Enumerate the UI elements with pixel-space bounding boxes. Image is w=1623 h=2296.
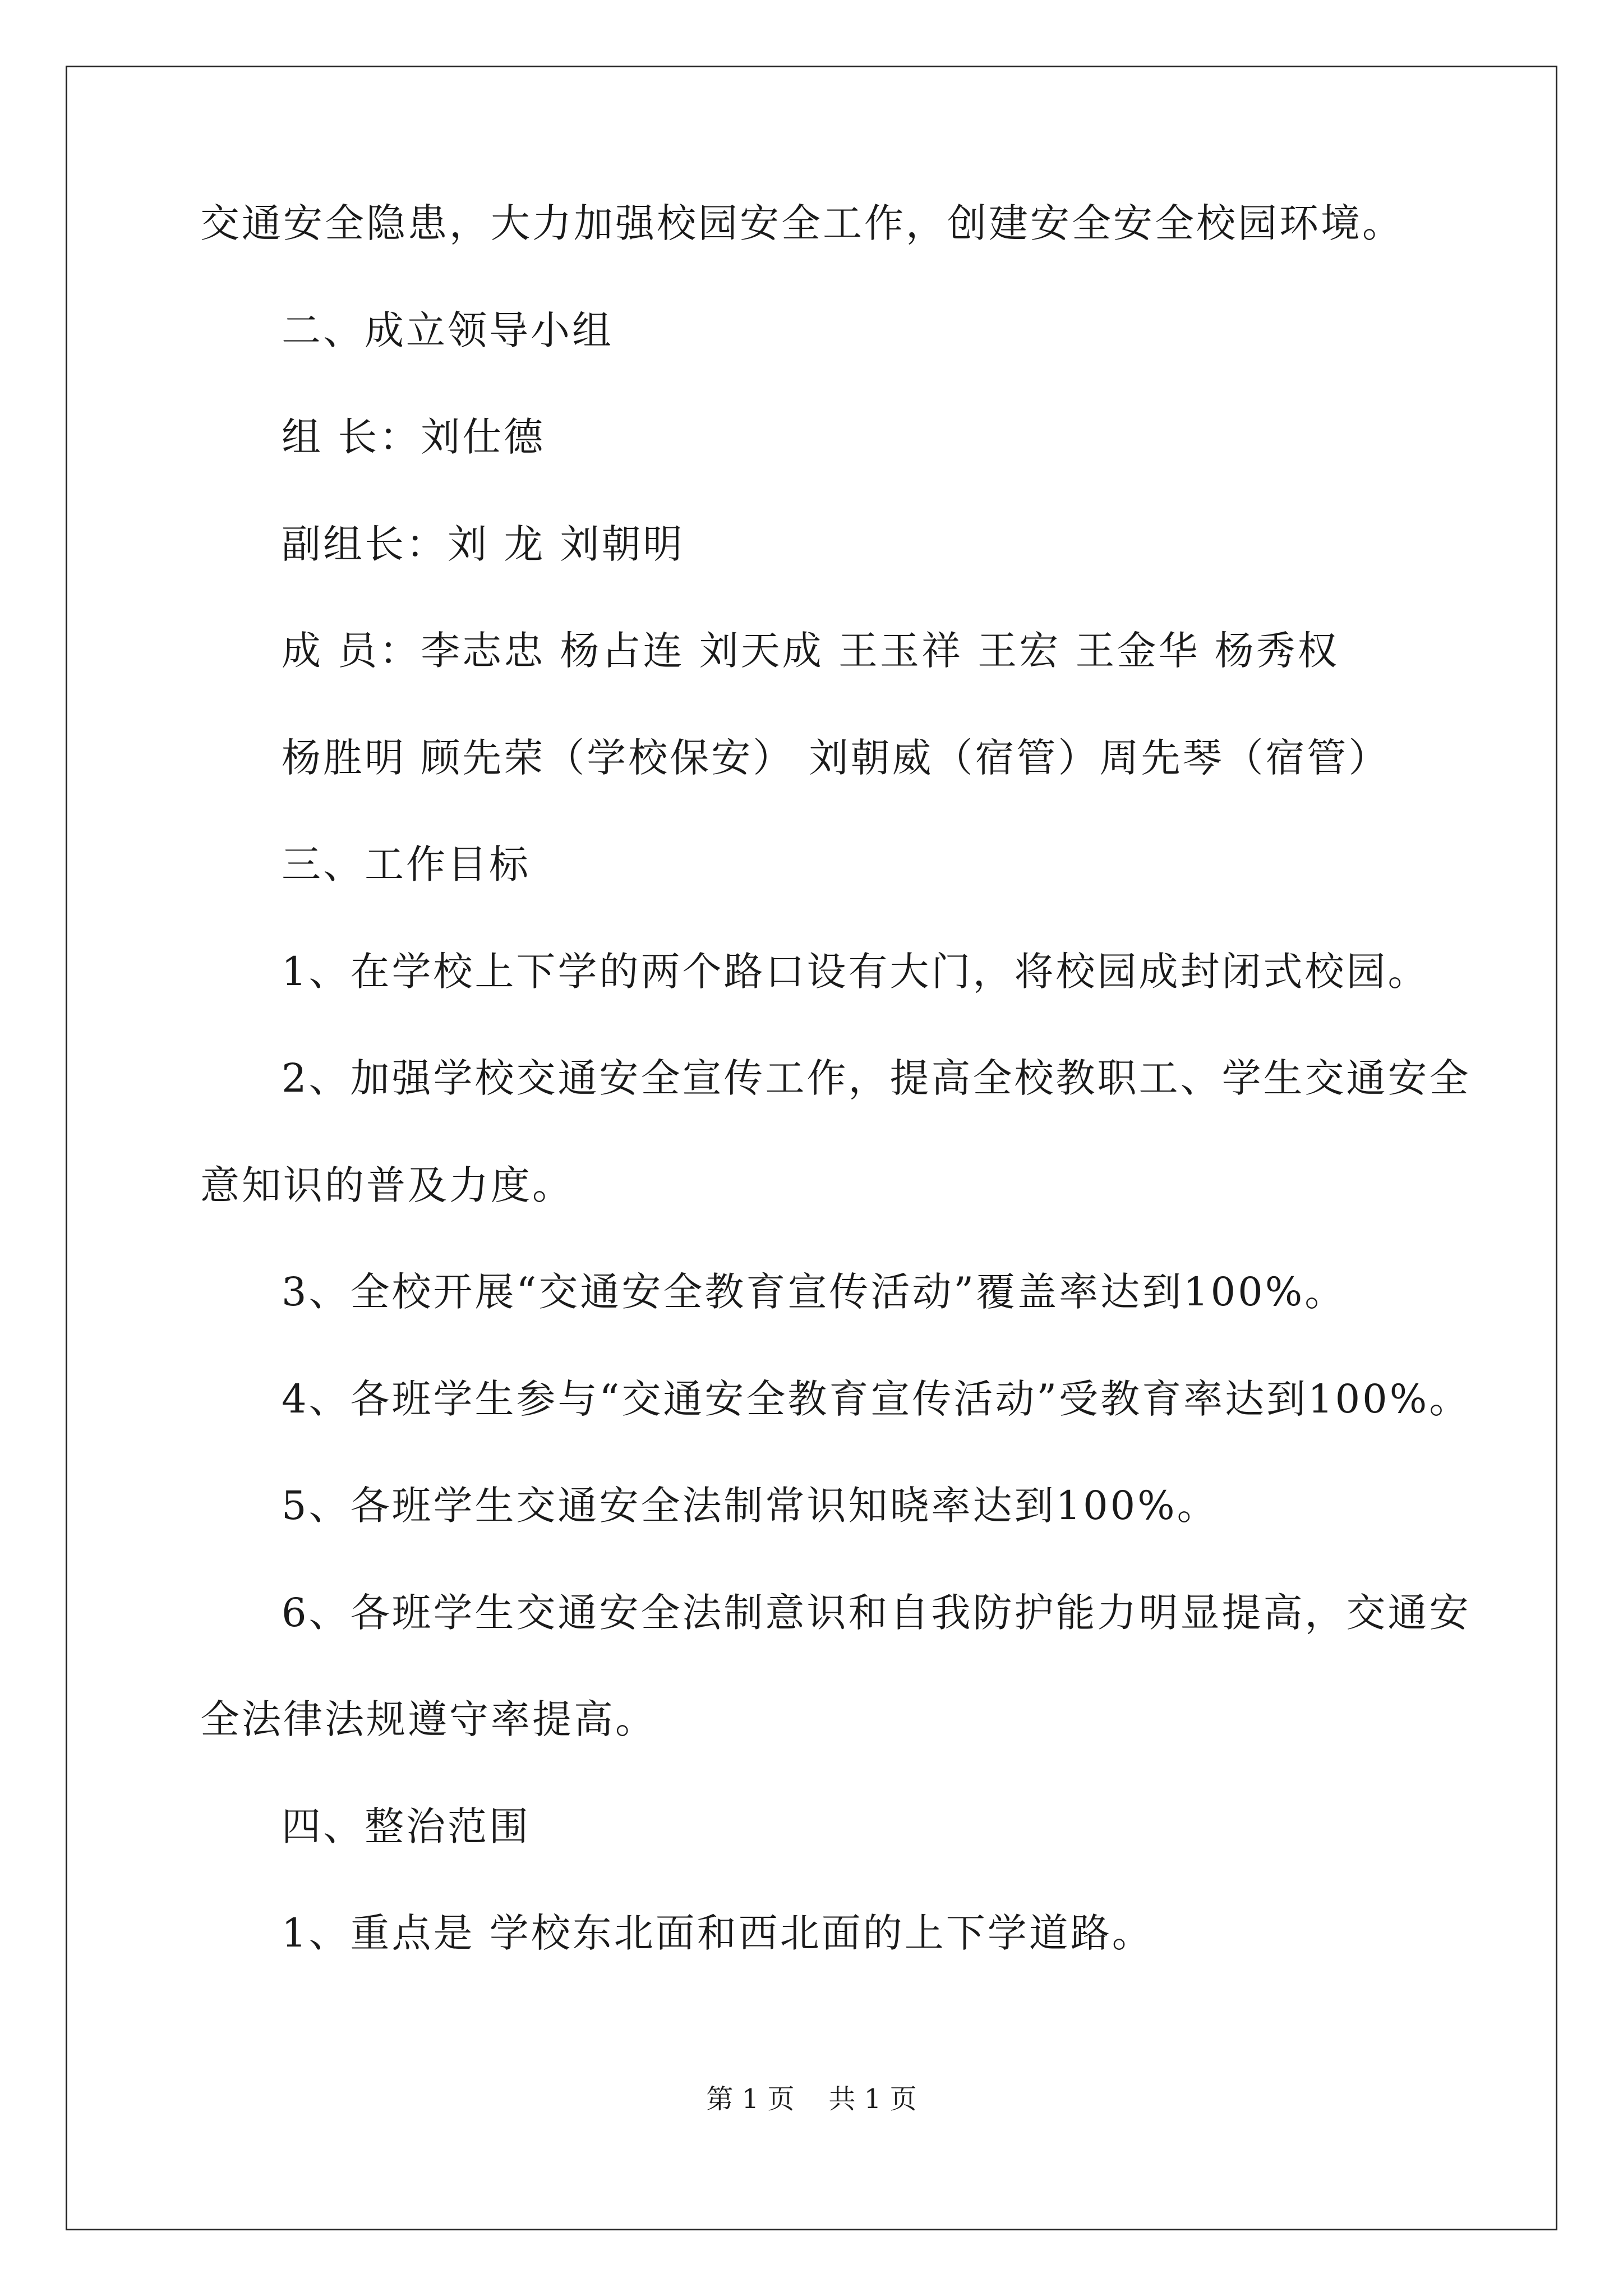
section-heading: 二、成立领导小组 [282, 307, 614, 353]
section-heading: 四、整治范围 [282, 1803, 531, 1849]
list-item: 6、各班学生交通安全法制意识和自我防护能力明显提高，交通安 [282, 1590, 1471, 1636]
list-item: 1、重点是 学校东北面和西北面的上下学道路。 [282, 1910, 1154, 1956]
body-line: 组 长：刘仕德 [282, 414, 546, 460]
body-line: 成 员：李志忠 杨占连 刘天成 王玉祥 王宏 王金华 杨秀权 [282, 628, 1339, 674]
body-line: 交通安全隐患，大力加强校园安全工作，创建安全安全校园环境。 [200, 200, 1404, 246]
list-item: 4、各班学生参与“交通安全教育宣传活动”受教育率达到100%。 [282, 1376, 1471, 1422]
page-footer: 第 1 页 共 1 页 [706, 2083, 917, 2115]
list-item: 5、各班学生交通安全法制常识知晓率达到100%。 [282, 1483, 1219, 1529]
list-item: 3、全校开展“交通安全教育宣传活动”覆盖率达到100%。 [282, 1269, 1347, 1315]
list-item-continuation: 全法律法规遵守率提高。 [200, 1696, 657, 1742]
body-line: 副组长：刘 龙 刘朝明 [282, 521, 685, 567]
list-item: 2、加强学校交通安全宣传工作，提高全校教职工、学生交通安全 [282, 1055, 1471, 1101]
list-item: 1、在学校上下学的两个路口设有大门，将校园成封闭式校园。 [282, 949, 1430, 995]
section-heading: 三、工作目标 [282, 841, 531, 887]
body-line: 杨胜明 顾先荣（学校保安） 刘朝威（宿管）周先琴（宿管） [282, 735, 1390, 781]
list-item-continuation: 意知识的普及力度。 [200, 1162, 574, 1208]
